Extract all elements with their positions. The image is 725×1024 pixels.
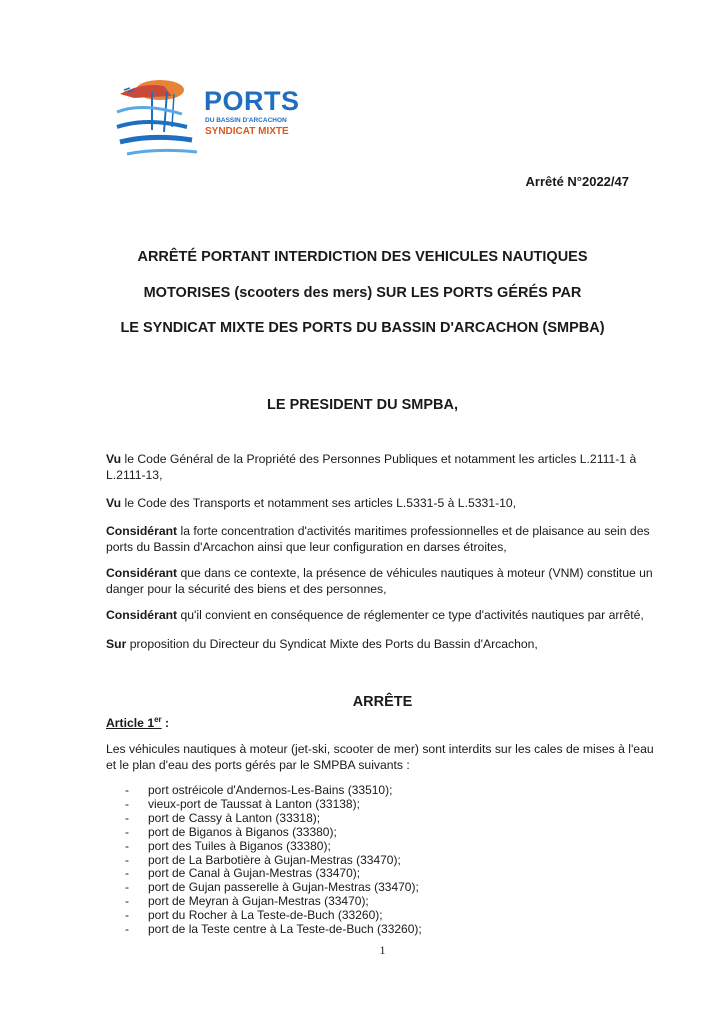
recital (106, 524, 660, 555)
list-item: - port du Rocher à La Teste-de-Buch (33260); (125, 909, 422, 923)
list-item: - port de la Teste centre à La Teste-de-Buch (33260); (125, 923, 422, 937)
list-item: - port de Cassy à Lanton (33318); (125, 812, 422, 826)
decree-title-line-1: ARRÊTÉ PORTANT INTERDICTION DES VEHICULES NAUTIQUES (137, 249, 588, 265)
decree-reference: Arrêté N°2022/47 (525, 174, 629, 189)
recital-lead: Considérant (106, 524, 178, 538)
recital-text: qu'il convient en conséquence de réglementer ce type d'activités nautiques par arrêté, (177, 608, 644, 622)
recital-lead: Vu (106, 452, 122, 466)
decision-heading: ARRÊTE (352, 694, 413, 710)
recital-lead: Sur (106, 637, 127, 651)
logo-emblem-icon (112, 72, 207, 167)
recital-lead: Considérant (106, 608, 178, 622)
authority-heading: LE PRESIDENT DU SMPBA, (267, 397, 458, 413)
recital-lead: Vu (106, 496, 122, 510)
logo-subtitle: DU BASSIN D'ARCACHON (205, 117, 287, 124)
recital-text: que dans ce contexte, la présence de véhicules nautiques à moteur (VNM) constitue un danger pour la sécurité des biens et des personnes, (106, 566, 653, 596)
article-label-sup: er (154, 715, 162, 724)
smpba-logo (112, 72, 312, 167)
list-item: - port de Gujan passerelle à Gujan-Mestras (33470); (125, 881, 422, 895)
recital-text: le Code des Transports et notamment ses articles L.5331-5 à L.5331-10, (121, 496, 517, 510)
recital (106, 637, 660, 653)
recital-lead: Considérant (106, 566, 178, 580)
recital-text: la forte concentration d'activités maritimes professionnelles et de plaisance au sein des ports du Bassin d'Arcachon ainsi que leur configuration en darses étroites, (106, 524, 650, 554)
recital (106, 496, 660, 512)
list-item: - port de Canal à Gujan-Mestras (33470); (125, 867, 422, 881)
decree-title-line-2: MOTORISES (scooters des mers) SUR LES PORTS GÉRÉS PAR (143, 285, 582, 301)
decree-title-line-3: LE SYNDICAT MIXTE DES PORTS DU BASSIN D'ARCACHON (SMPBA) (120, 320, 605, 336)
recital (106, 566, 660, 597)
article-label (106, 716, 162, 730)
list-item: - port de La Barbotière à Gujan-Mestras (33470); (125, 854, 422, 868)
article-label-text: Article 1 (106, 716, 155, 731)
article-label-suffix: : (161, 716, 170, 731)
recital-text: le Code Général de la Propriété des Personnes Publiques et notamment les articles L.2111-1 à L.2111-13, (106, 452, 637, 482)
list-item: - port des Tuiles à Biganos (33380); (125, 840, 422, 854)
logo-syndicat: SYNDICAT MIXTE (205, 126, 289, 137)
logo-ports-text: PORTS (204, 86, 300, 116)
recital (106, 608, 660, 624)
page-number: 1 (379, 943, 386, 957)
list-item: - vieux-port de Taussat à Lanton (33138); (125, 798, 422, 812)
list-item: - port de Biganos à Biganos (33380); (125, 826, 422, 840)
article-text: Les véhicules nautiques à moteur (jet-ski, scooter de mer) sont interdits sur les cales de mises à l'eau et le plan d'eau des ports gérés par le SMPBA suivants : (106, 742, 654, 772)
ports-list (125, 784, 422, 937)
article-heading (106, 715, 169, 730)
list-item: - port ostréicole d'Andernos-Les-Bains (33510); (125, 784, 422, 798)
recital-text: proposition du Directeur du Syndicat Mixte des Ports du Bassin d'Arcachon, (126, 637, 538, 651)
recital (106, 452, 660, 483)
list-item: - port de Meyran à Gujan-Mestras (33470); (125, 895, 422, 909)
